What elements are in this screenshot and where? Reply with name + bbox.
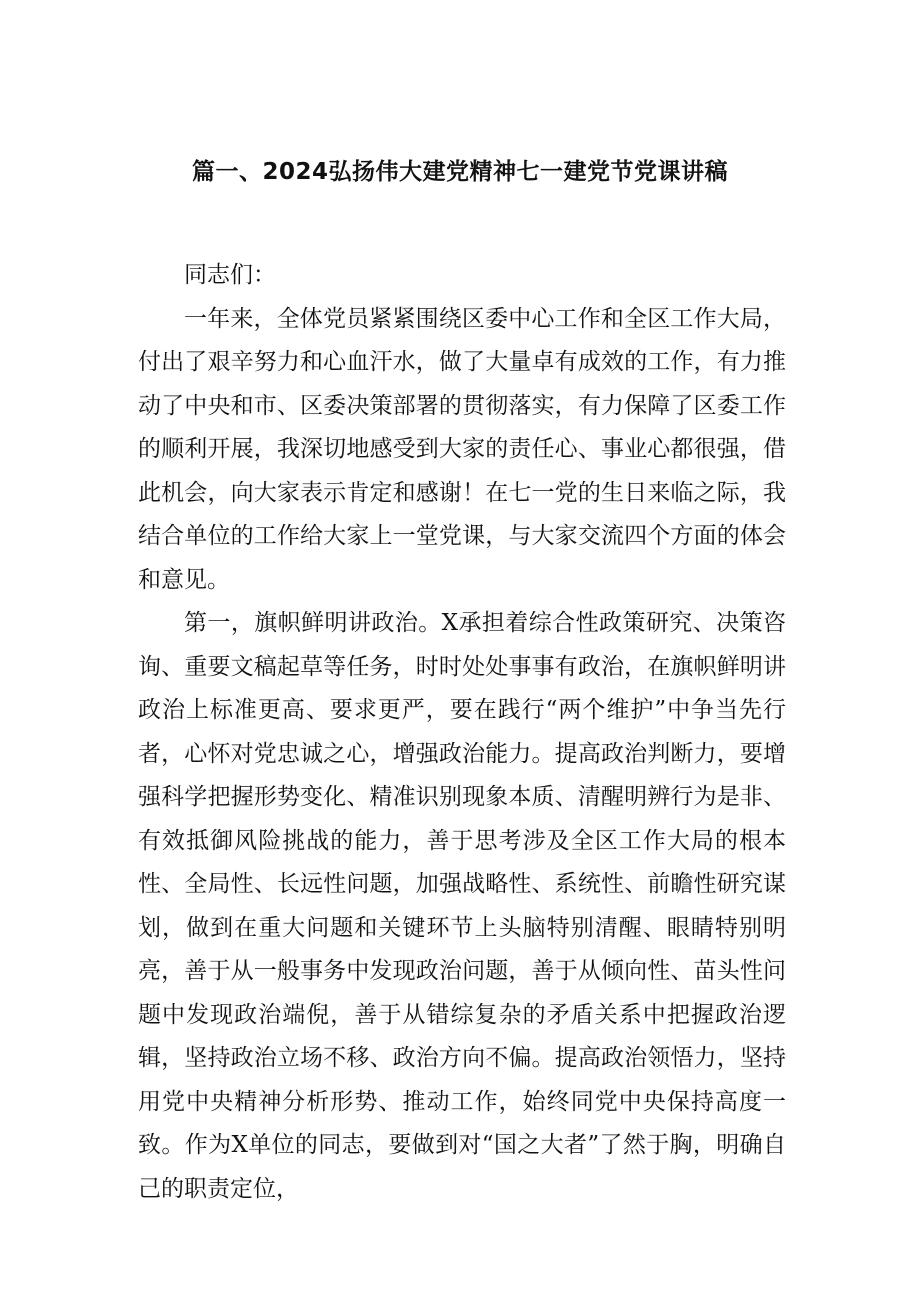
document-title: 篇一、2024弘扬伟大建党精神七一建党节党课讲稿 (191, 159, 728, 185)
paragraph-first-point: 第一，旗帜鲜明讲政治。X承担着综合性政策研究、决策咨询、重要文稿起草等任务，时时处处事事有政治，在旗帜鲜明讲政治上标准更高、要求更严，要在践行“两个维护”中争当先行者，心怀对党忠诚之心，增强政治能力。提高政治判断力，要增强科学把握形势变化、精准识别现象本质、清醒明辨行为是非、有效抵御风险挑战的能力，善于思考涉及全区工作大局的根本性、全局性、长远性问题，加强战略性、系统性、前瞻性研究谋划，做到在重大问题和关键环节上头脑特别清醒、眼睛特别明亮，善于从一般事务中发现政治问题，善于从倾向性、苗头性问题中发现政治端倪，善于从错综复杂的矛盾关系中把握政治逻辑，坚持政治立场不移、政治方向不偏。提高政治领悟力，坚持用党中央精神分析形势、推动工作，始终同党中央保持高度一致。作为X单位的同志，要做到对“国之大者”了然于胸，明确自己的职责定位， (138, 610, 786, 1202)
paragraph-intro: 一年来，全体党员紧紧围绕区委中心工作和全区工作大局，付出了艰辛努力和心血汗水，做了大量卓有成效的工作，有力推动了中央和市、区委决策部署的贯彻落实，有力保障了区委工作的顺利开展，我深切地感受到大家的责任心、事业心都很强，借此机会，向大家表示肯定和感谢！在七一党的生日来临之际，我结合单位的工作给大家上一堂党课，与大家交流四个方面的体会和意见。 (138, 305, 786, 593)
salutation: 同志们： (184, 262, 276, 288)
document-body (138, 254, 786, 1211)
